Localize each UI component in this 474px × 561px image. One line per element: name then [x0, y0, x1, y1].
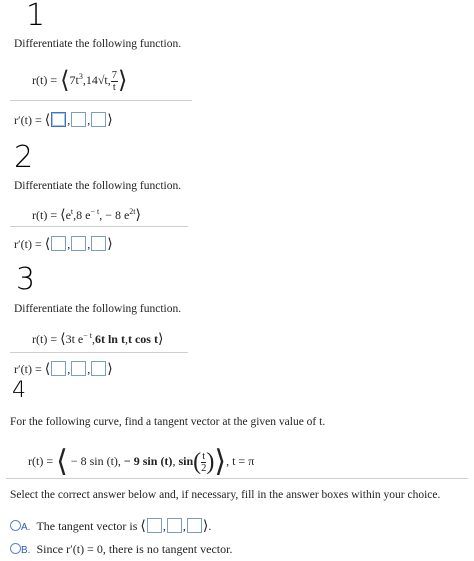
option-text: Since r′(t) = 0, there is no tangent vector.: [36, 542, 233, 556]
problem-3-function: r(t) = ⟨3t $e^{- t},6t$ ln t,t cos t⟩: [32, 331, 164, 347]
function-lhs: r(t) =: [32, 332, 58, 346]
left-angle: ⟨: [60, 332, 66, 347]
right-angle: ⟩: [107, 237, 113, 252]
right-angle: ⟩: [202, 519, 209, 534]
denominator: t: [112, 81, 116, 93]
right-angle: ⟩: [107, 113, 113, 128]
problem-3-answer: r′(t) = ⟨ , , ⟩: [14, 362, 113, 377]
answer-box-1[interactable]: [51, 112, 66, 127]
problem-4-marker: 4: [12, 378, 26, 403]
fraction: [111, 70, 118, 93]
problem-4-function: r(t) = ⟨ − 8 sin (t), − 9 sin (t), sin( $\frac{t}{2}$ )⟩, t = π: [28, 445, 255, 478]
component-c: t cos t: [127, 332, 158, 346]
answer-box-3[interactable]: [91, 236, 106, 251]
divider: [10, 352, 188, 353]
right-angle: ⟩: [157, 332, 164, 347]
option-b[interactable]: [10, 542, 232, 557]
problem-2-marker: 2: [14, 140, 34, 175]
answer-box-1[interactable]: [51, 361, 66, 376]
left-angle: ⟨: [60, 68, 70, 94]
answer-box-1[interactable]: [51, 236, 66, 251]
component-c: − 8 e: [105, 208, 130, 222]
left-angle: ⟨: [56, 445, 68, 478]
option-letter: A.: [21, 522, 31, 533]
answer-box-3[interactable]: [91, 361, 106, 376]
answer-box-2[interactable]: [167, 518, 182, 533]
right-angle: ⟩: [214, 445, 227, 478]
problem-1-marker: 1: [26, 0, 46, 33]
component-b: 6t ln t: [94, 332, 125, 346]
answer-box-3[interactable]: [91, 112, 106, 127]
divider: [6, 478, 468, 479]
function-lhs: r(t) =: [28, 454, 54, 468]
problem-3-prompt: Differentiate the following function.: [14, 303, 182, 315]
component-a: e: [65, 208, 71, 222]
left-angle: ⟨: [44, 113, 51, 128]
left-angle: ⟨: [140, 519, 146, 534]
problem-2-answer: r′(t) = ⟨ , , ⟩: [14, 237, 113, 252]
problem-1-answer: r′(t) = ⟨ , , ⟩: [14, 113, 113, 128]
component-b: − 9 sin (t): [123, 454, 173, 468]
denominator: 2: [201, 462, 207, 474]
t-value: t = π: [232, 454, 255, 468]
answer-box-2[interactable]: [71, 112, 86, 127]
function-lhs: r(t) =: [32, 73, 58, 87]
component-a: 7t: [69, 73, 79, 87]
answer-label: r′(t) =: [14, 113, 42, 127]
option-text: The tangent vector is: [36, 519, 138, 533]
problem-2-prompt: Differentiate the following function.: [14, 180, 182, 192]
function-lhs: r(t) =: [32, 208, 58, 222]
option-letter: B.: [21, 545, 31, 556]
option-a[interactable]: A. The tangent vector is ⟨ , , ⟩.: [10, 518, 211, 535]
answer-box-3[interactable]: [187, 518, 202, 533]
left-paren: (: [193, 449, 202, 475]
exponent: 3: [78, 72, 83, 81]
answer-label: r′(t) =: [14, 362, 42, 376]
component-c: sin: [178, 454, 194, 468]
divider: [10, 100, 192, 101]
right-angle: ⟩: [107, 362, 113, 377]
exponent: 2t: [129, 207, 136, 216]
answer-box-1[interactable]: [147, 518, 162, 533]
exponent: − t: [83, 331, 92, 340]
radio-button-a[interactable]: [10, 520, 21, 531]
right-angle: ⟩: [135, 208, 141, 223]
divider: [10, 226, 188, 227]
exponent: t: [70, 207, 74, 216]
radio-button-b[interactable]: [10, 543, 21, 554]
left-angle: ⟨: [44, 237, 51, 252]
problem-3-marker: 3: [16, 262, 36, 297]
problem-2-function: $r(t) = ⟨e^t,8$ $e^{- t}$, − 8 $e^{2t}⟩$: [32, 207, 141, 223]
component-b: 14√t: [85, 73, 108, 87]
answer-box-2[interactable]: [71, 236, 86, 251]
problem-1-prompt: Differentiate the following function.: [14, 38, 182, 50]
right-paren: ): [206, 449, 215, 475]
select-instruction: Select the correct answer below and, if necessary, fill in the answer boxes within your choice.: [10, 489, 441, 501]
component-a: − 8 sin (t): [70, 454, 118, 468]
numerator: t: [202, 450, 206, 462]
numerator: 7: [111, 69, 117, 81]
answer-label: r′(t) =: [14, 237, 42, 251]
component-b: 8 e: [76, 208, 91, 222]
left-angle: ⟨: [44, 362, 51, 377]
answer-box-2[interactable]: [71, 361, 86, 376]
right-angle: ⟩: [117, 68, 128, 94]
component-a: 3t e: [65, 332, 84, 346]
left-angle: ⟨: [60, 208, 66, 223]
exponent: − t: [90, 207, 100, 216]
problem-1-function: $r(t) = ⟨7t^3,14√t$, $\frac{7}{t}$ ⟩: [32, 68, 128, 94]
problem-4-prompt: For the following curve, find a tangent vector at the given value of t.: [10, 416, 326, 428]
